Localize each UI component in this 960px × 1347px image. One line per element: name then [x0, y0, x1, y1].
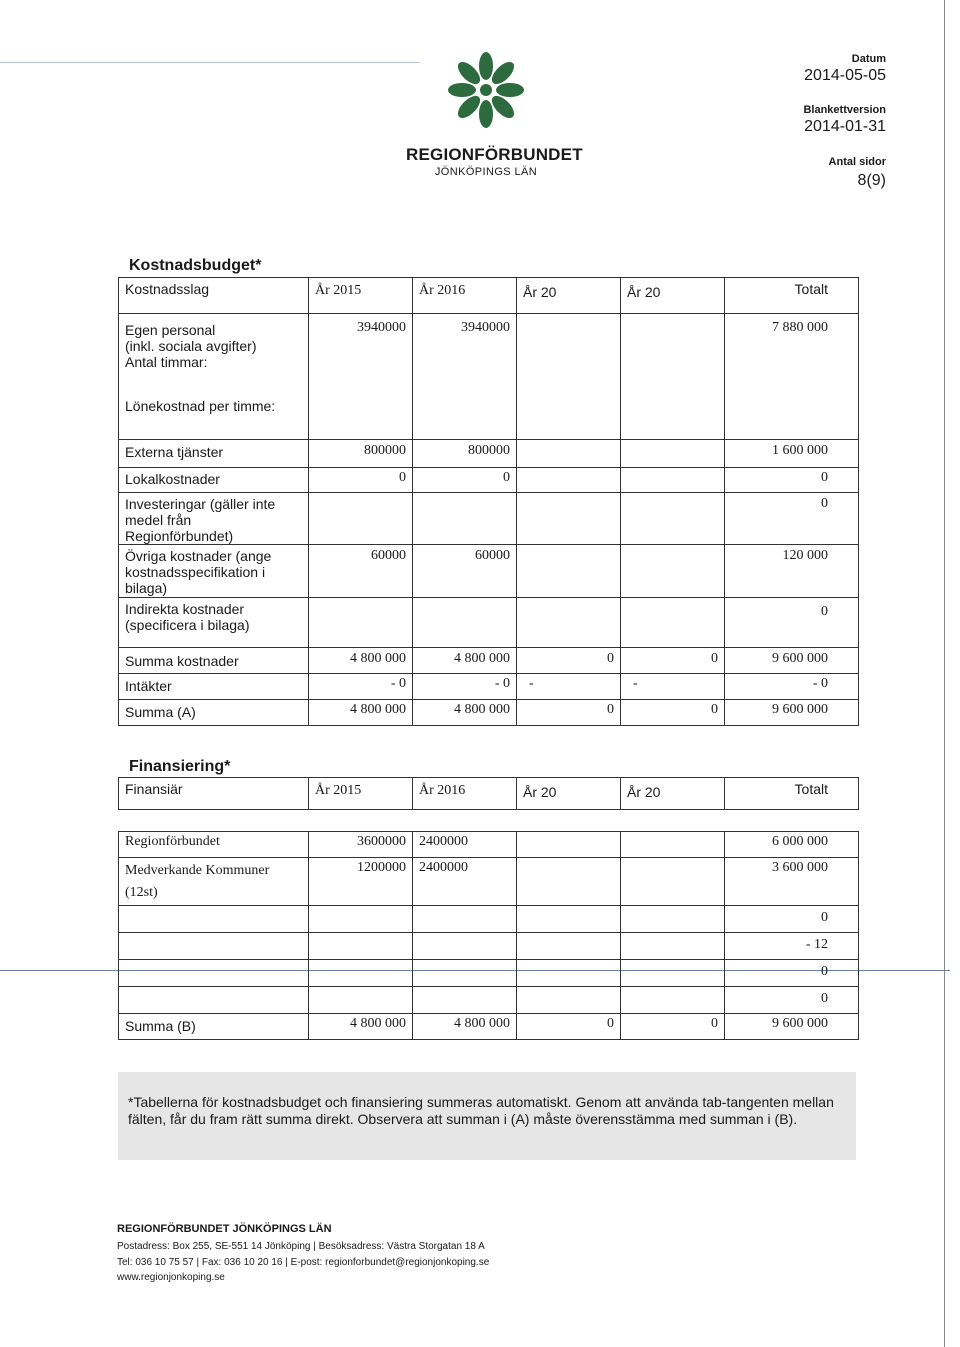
- org-subtitle: JÖNKÖPINGS LÄN: [434, 166, 538, 178]
- value-cell[interactable]: [621, 468, 725, 493]
- row-label: Summa (A): [119, 700, 309, 726]
- value-cell[interactable]: [517, 545, 621, 598]
- value-cell[interactable]: [621, 832, 725, 858]
- label-line: (inkl. sociala avgifter): [125, 338, 257, 354]
- value-cell[interactable]: [517, 493, 621, 545]
- financing-header-table: [118, 777, 859, 810]
- header-cell: Totalt: [725, 278, 859, 314]
- header-cell: År 20: [621, 278, 725, 314]
- value-cell: 4 800 000: [309, 1014, 413, 1040]
- value-cell[interactable]: [621, 960, 725, 987]
- value-cell[interactable]: [309, 493, 413, 545]
- financier-label[interactable]: [119, 987, 309, 1014]
- summa-a-row: [119, 700, 859, 726]
- value-cell: 0: [621, 648, 725, 674]
- header-cell: Kostnadsslag: [119, 278, 309, 314]
- value-cell[interactable]: [517, 933, 621, 960]
- value-cell[interactable]: 3600000: [309, 832, 413, 858]
- total-cell[interactable]: 6 000 000: [725, 832, 859, 858]
- value-cell: 0: [517, 648, 621, 674]
- total-cell[interactable]: 1 600 000: [725, 440, 859, 468]
- scan-line: [0, 62, 420, 63]
- total-cell: 9 600 000: [725, 1014, 859, 1040]
- value-cell[interactable]: [517, 314, 621, 440]
- value-cell[interactable]: [621, 933, 725, 960]
- pages-value: 8(9): [857, 172, 886, 189]
- value-cell[interactable]: 0: [309, 468, 413, 493]
- budget-title: Kostnadsbudget*: [129, 257, 262, 274]
- lonekostnad-label: Lönekostnad per timme:: [125, 398, 276, 414]
- summa-kostnader-row: [119, 648, 859, 674]
- total-cell[interactable]: 0: [725, 987, 859, 1014]
- financing-row: [119, 960, 859, 987]
- value-cell[interactable]: [621, 598, 725, 648]
- value-cell[interactable]: [621, 987, 725, 1014]
- total-cell: 9 600 000: [725, 648, 859, 674]
- value-cell[interactable]: [413, 933, 517, 960]
- total-cell[interactable]: 0: [725, 468, 859, 493]
- financier-label[interactable]: Medverkande Kommuner (12st): [119, 858, 309, 906]
- budget-row: [119, 545, 859, 598]
- row-label: Lokalkostnader: [119, 468, 309, 493]
- total-cell[interactable]: - 0: [725, 674, 859, 700]
- value-cell[interactable]: 2400000: [413, 858, 517, 906]
- value-cell[interactable]: -: [621, 674, 725, 700]
- value-cell[interactable]: [517, 468, 621, 493]
- value-cell[interactable]: [309, 598, 413, 648]
- pages-label: Antal sidor: [828, 156, 886, 168]
- value-cell[interactable]: [413, 987, 517, 1014]
- budget-row: [119, 440, 859, 468]
- header-cell: År 2015: [309, 778, 413, 810]
- value-cell[interactable]: 3940000: [413, 314, 517, 440]
- row-label: Indirekta kostnader (specificera i bilaga): [119, 598, 309, 648]
- header-cell: År 2016: [413, 278, 517, 314]
- header-cell: År 2016: [413, 778, 517, 810]
- value-cell[interactable]: [413, 598, 517, 648]
- date-label: Datum: [851, 53, 886, 65]
- total-cell[interactable]: 7 880 000: [725, 314, 859, 440]
- value-cell[interactable]: [621, 440, 725, 468]
- value-cell[interactable]: - 0: [309, 674, 413, 700]
- budget-row: [119, 468, 859, 493]
- value-cell: 4 800 000: [413, 1014, 517, 1040]
- total-cell[interactable]: - 12: [725, 933, 859, 960]
- row-label: Intäkter: [119, 674, 309, 700]
- budget-row: [119, 493, 859, 545]
- value-cell[interactable]: [517, 832, 621, 858]
- header-cell: Totalt: [725, 778, 859, 810]
- value-cell: 4 800 000: [309, 700, 413, 726]
- info-note-text: *Tabellerna för kostnadsbudget och finansiering summeras automatiskt. Genom att använda tab-tangenten mellan fälten, får du fram rätt summa direkt. Observera att summan i (A) måste överensstämma med summan i (B).: [128, 1094, 834, 1127]
- row-label: Investeringar (gäller inte medel från Regionförbundet): [119, 493, 309, 545]
- value-cell: 0: [517, 700, 621, 726]
- footer-website[interactable]: www.regionjonkoping.se: [117, 1272, 225, 1283]
- total-cell[interactable]: 0: [725, 598, 859, 648]
- egen-personal-label: [119, 314, 309, 440]
- value-cell[interactable]: 2400000: [413, 832, 517, 858]
- value-cell[interactable]: [621, 545, 725, 598]
- date-value: 2014-05-05: [804, 67, 886, 84]
- egen-personal-row: [119, 314, 859, 440]
- row-label: Övriga kostnader (ange kostnadsspecifikation i bilaga): [119, 545, 309, 598]
- financing-row: [119, 987, 859, 1014]
- summa-b-row: [119, 1014, 859, 1040]
- regionforbundet-logo: [446, 50, 526, 130]
- value-cell[interactable]: [309, 960, 413, 987]
- financing-row: [119, 933, 859, 960]
- org-name: REGIONFÖRBUNDET: [406, 145, 583, 164]
- financier-label[interactable]: [119, 906, 309, 933]
- financing-row: [119, 906, 859, 933]
- value-cell: 0: [517, 1014, 621, 1040]
- value-cell[interactable]: 800000: [413, 440, 517, 468]
- financier-label[interactable]: Regionförbundet: [119, 832, 309, 858]
- value-cell: 4 800 000: [413, 700, 517, 726]
- value-cell[interactable]: [309, 933, 413, 960]
- label-line: Egen personal: [125, 322, 216, 338]
- footer-title: REGIONFÖRBUNDET JÖNKÖPINGS LÄN: [117, 1223, 332, 1235]
- footer-contact: Tel: 036 10 75 57 | Fax: 036 10 20 16 | E-post: regionforbundet@regionjonkoping.se: [117, 1257, 490, 1268]
- value-cell[interactable]: [621, 906, 725, 933]
- value-cell[interactable]: 800000: [309, 440, 413, 468]
- value-cell[interactable]: [517, 960, 621, 987]
- value-cell[interactable]: [413, 493, 517, 545]
- value-cell: 4 800 000: [413, 648, 517, 674]
- total-cell[interactable]: 120 000: [725, 545, 859, 598]
- page-edge: [944, 0, 945, 1347]
- value-cell[interactable]: [517, 987, 621, 1014]
- budget-header-row: [119, 278, 859, 314]
- value-cell[interactable]: [309, 906, 413, 933]
- financing-table: [118, 831, 859, 1040]
- value-cell[interactable]: [517, 906, 621, 933]
- value-cell[interactable]: [621, 493, 725, 545]
- financier-label[interactable]: [119, 960, 309, 987]
- value-cell: 4 800 000: [309, 648, 413, 674]
- value-cell[interactable]: 0: [413, 468, 517, 493]
- financing-title: Finansiering*: [129, 758, 231, 775]
- budget-table: [118, 277, 859, 726]
- value-cell[interactable]: 60000: [413, 545, 517, 598]
- value-cell[interactable]: 3940000: [309, 314, 413, 440]
- intakter-row: [119, 674, 859, 700]
- financing-header-row: [119, 778, 859, 810]
- value-cell[interactable]: [621, 858, 725, 906]
- total-cell[interactable]: 3 600 000: [725, 858, 859, 906]
- financing-row: [119, 832, 859, 858]
- total-cell[interactable]: 0: [725, 960, 859, 987]
- label-line: Antal timmar:: [125, 354, 208, 370]
- row-label: Summa kostnader: [119, 648, 309, 674]
- value-cell[interactable]: [621, 314, 725, 440]
- row-label: Summa (B): [119, 1014, 309, 1040]
- budget-row: [119, 598, 859, 648]
- financier-label[interactable]: [119, 933, 309, 960]
- total-cell: 9 600 000: [725, 700, 859, 726]
- header-cell: År 20: [517, 278, 621, 314]
- value-cell[interactable]: [413, 906, 517, 933]
- value-cell[interactable]: -: [517, 674, 621, 700]
- value-cell: 0: [621, 700, 725, 726]
- header-cell: År 20: [517, 778, 621, 810]
- total-cell[interactable]: 0: [725, 906, 859, 933]
- value-cell[interactable]: [413, 960, 517, 987]
- value-cell[interactable]: 1200000: [309, 858, 413, 906]
- header-cell: År 20: [621, 778, 725, 810]
- financing-row: [119, 858, 859, 906]
- version-value: 2014-01-31: [804, 118, 886, 135]
- header-cell: Finansiär: [119, 778, 309, 810]
- info-note: [118, 1072, 856, 1160]
- value-cell[interactable]: [517, 858, 621, 906]
- footer-address: Postadress: Box 255, SE-551 14 Jönköping | Besöksadress: Västra Storgatan 18 A: [117, 1241, 485, 1252]
- value-cell[interactable]: 60000: [309, 545, 413, 598]
- value-cell[interactable]: - 0: [413, 674, 517, 700]
- value-cell[interactable]: [517, 598, 621, 648]
- value-cell[interactable]: [517, 440, 621, 468]
- total-cell[interactable]: 0: [725, 493, 859, 545]
- version-label: Blankettversion: [803, 104, 886, 116]
- value-cell: 0: [621, 1014, 725, 1040]
- header-cell: År 2015: [309, 278, 413, 314]
- value-cell[interactable]: [309, 987, 413, 1014]
- row-label: Externa tjänster: [119, 440, 309, 468]
